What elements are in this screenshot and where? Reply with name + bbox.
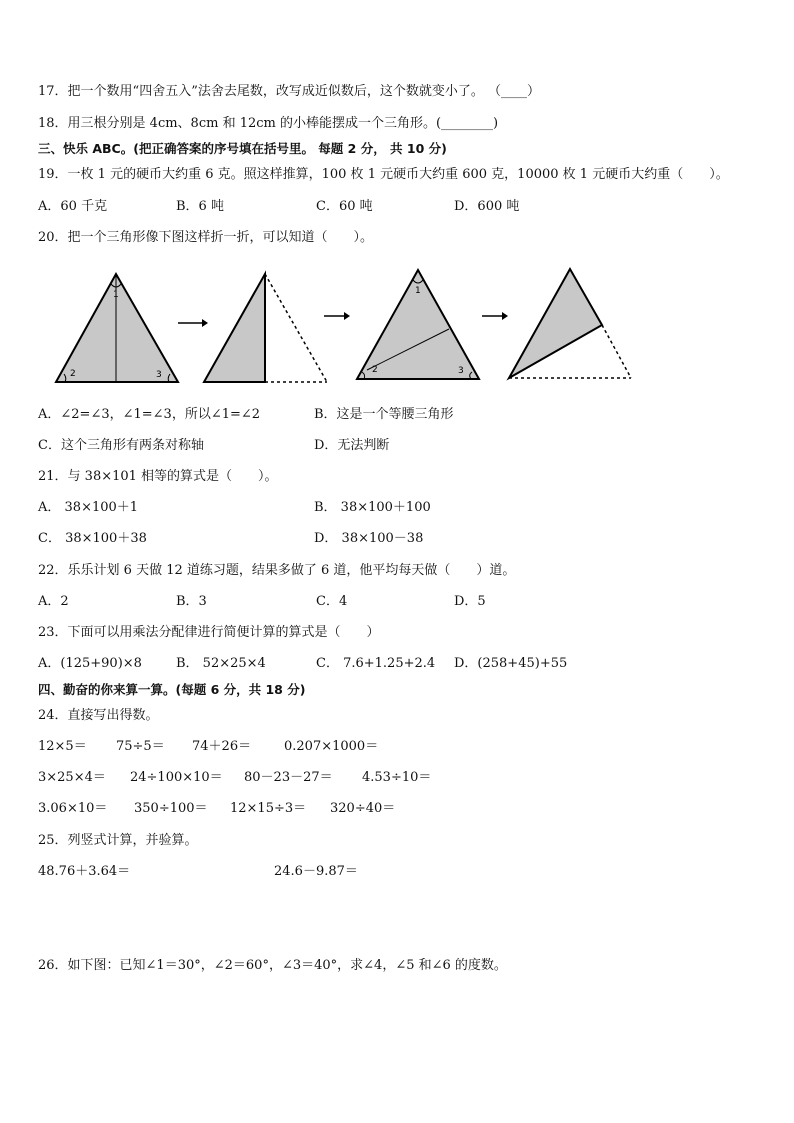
q22-option-d: D．5 [454, 594, 486, 609]
calc-item: 0.207×1000＝ [284, 739, 379, 754]
q21-option-b: B． 38×100＋100 [314, 500, 431, 515]
q21-option-a: A． 38×100＋1 [38, 500, 139, 515]
q22-option-a: A．2 [38, 594, 69, 609]
q22-option-b: B．3 [176, 594, 207, 609]
dashed-edge-2 [265, 274, 327, 382]
q20-option-a: A．∠2=∠3，∠1=∠3，所以∠1=∠2 [38, 407, 261, 422]
triangle-2-folded [204, 274, 265, 382]
q22-option-c: C．4 [316, 594, 348, 609]
q21-option-d: D． 38×100－38 [314, 531, 424, 546]
question-20-stem: 20．把一个三角形像下图这样折一折，可以知道（ ）。 [38, 230, 374, 245]
q23-option-d: D．(258+45)+55 [454, 656, 568, 671]
angle-label-3b: 3 [458, 366, 464, 376]
q23-option-b: B． 52×25×4 [176, 656, 266, 671]
vertical-calc-item-1: 48.76＋3.64＝ [38, 864, 131, 879]
q20-option-b: B．这是一个等腰三角形 [314, 407, 454, 422]
q21-option-c: C． 38×100＋38 [38, 531, 147, 546]
q23-option-a: A．(125+90)×8 [38, 656, 142, 671]
angle-label-3: 3 [156, 370, 162, 380]
question-25-stem: 25．列竖式计算，并验算。 [38, 833, 198, 848]
question-26: 26．如下图：已知∠1＝30°，∠2＝60°，∠3＝40°，求∠4，∠5 和∠6 的度数。 [38, 958, 507, 973]
calc-item: 12×5＝ [38, 739, 87, 754]
angle-label-2b: 2 [372, 365, 378, 375]
q20-option-d: D．无法判断 [314, 438, 390, 453]
calc-item: 4.53÷10＝ [362, 770, 432, 785]
calc-item: 12×15÷3＝ [230, 801, 307, 816]
calc-item: 74＋26＝ [192, 739, 252, 754]
q20-option-c: C．这个三角形有两条对称轴 [38, 438, 204, 453]
calc-item: 3.06×10＝ [38, 801, 108, 816]
calc-item: 350÷100＝ [134, 801, 208, 816]
calc-item: 320÷40＝ [330, 801, 396, 816]
section-4-heading: 四、勤奋的你来算一算。(每题 6 分，共 18 分) [38, 682, 306, 697]
angle-label-1b: 1 [415, 286, 421, 296]
calc-item: 75÷5＝ [116, 739, 165, 754]
q19-option-a: A．60 千克 [38, 199, 108, 214]
question-21-stem: 21．与 38×101 相等的算式是（ ）。 [38, 469, 278, 484]
triangle-folding-figure [50, 262, 650, 387]
q19-option-c: C．60 吨 [316, 199, 373, 214]
q23-option-c: C． 7.6+1.25+2.4 [316, 656, 436, 671]
angle-label-1: 1 [113, 290, 119, 300]
question-22-stem: 22．乐乐计划 6 天做 12 道练习题，结果多做了 6 道，他平均每天做（ ）道。 [38, 563, 516, 578]
calc-item: 80－23－27＝ [244, 770, 333, 785]
q19-option-d: D．600 吨 [454, 199, 520, 214]
question-18: 18．用三根分别是 4cm、8cm 和 12cm 的小棒能摆成一个三角形。(________) [38, 116, 499, 131]
calc-item: 24÷100×10＝ [130, 770, 223, 785]
question-19-stem: 19．一枚 1 元的硬币大约重 6 克。照这样推算，100 枚 1 元硬币大约重 600 克，10000 枚 1 元硬币大约重（ ）。 [38, 167, 729, 182]
triangle-4-folded [509, 269, 602, 378]
question-17: 17．把一个数用“四舍五入”法舍去尾数，改写成近似数后，这个数就变小了。 （____） [38, 84, 540, 99]
q19-option-b: B．6 吨 [176, 199, 224, 214]
calc-item: 3×25×4＝ [38, 770, 106, 785]
question-23-stem: 23．下面可以用乘法分配律进行简便计算的算式是（ ） [38, 625, 380, 640]
question-24-stem: 24．直接写出得数。 [38, 708, 159, 723]
vertical-calc-item-2: 24.6－9.87＝ [274, 864, 358, 879]
angle-label-2: 2 [70, 369, 76, 379]
section-3-heading: 三、快乐 ABC。(把正确答案的序号填在括号里。 每题 2 分， 共 10 分) [38, 141, 447, 156]
dashed-edge-4 [602, 325, 631, 378]
